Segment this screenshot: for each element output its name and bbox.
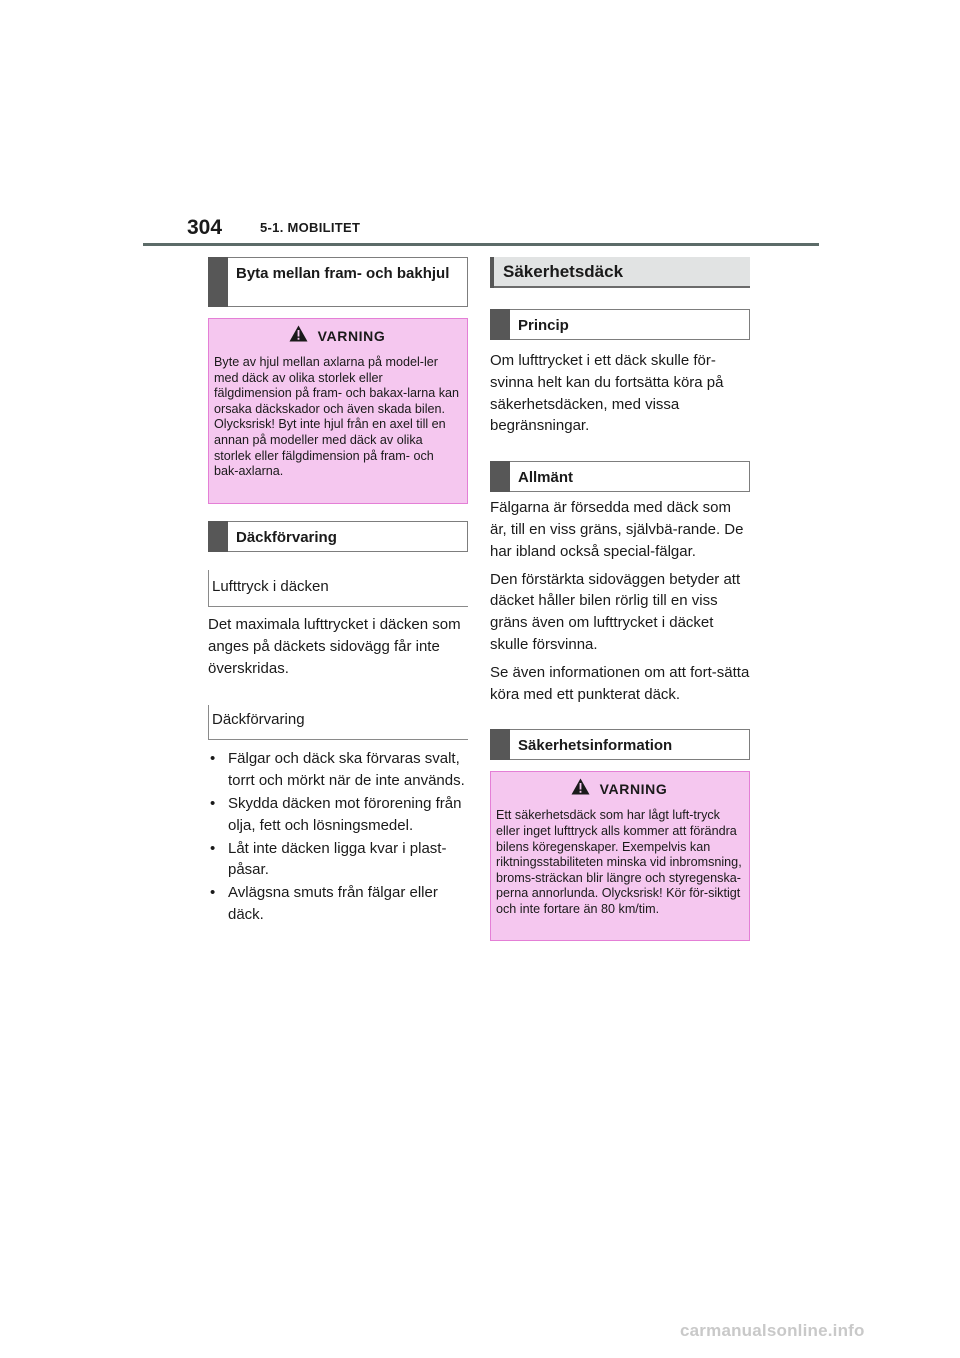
paragraph-general-2: Den förstärkta sidoväggen betyder att däcket håller bilen rörlig till en viss gräns även om lufttrycket i däcket skulle försvinna. [490,570,741,653]
heading-box-safety-info [490,729,750,760]
heading-box-principle [490,309,750,340]
heading-bar [490,257,494,288]
warning-box-swap-wheels [208,318,468,504]
page-number: 304 [187,216,223,239]
heading-safety-info: Säkerhetsinformation [518,737,673,755]
list-item: • Avlägsna smuts från fälgar eller däck. [208,882,468,926]
warning-title: VARNING [317,328,386,344]
heading-bar [490,309,510,340]
paragraph-general-1: Fälgarna är försedda med däck som är, till en viss gräns, självbä-rande. De har ibland också special-fälgar. [490,499,744,560]
heading-swap-wheels: Byta mellan fram- och bakhjul [236,265,450,282]
warning-triangle-icon [289,325,308,347]
heading-box-general [490,461,750,492]
warning-header [214,325,460,347]
paragraph-principle: Om lufttrycket i ett däck skulle för-svinna helt kan du fortsätta köra på säkerhetsdäcken, med vissa begränsningar. [490,352,724,435]
heading-bar [490,729,510,760]
list-item: • Låt inte däcken ligga kvar i plast-påsar. [208,838,468,882]
left-column [208,257,468,927]
storage-bullet-list [208,748,468,925]
paragraph-max-pressure: Det maximala lufttrycket i däcken som anges på däckets sidovägg får inte överskridas. [208,616,461,677]
heading-bar [490,461,510,492]
section-title: 5-1. MOBILITET [260,220,361,235]
warning-triangle-icon [571,778,590,800]
main-heading-safety-tires: Säkerhetsdäck [503,262,624,281]
warning-header [496,778,742,800]
main-heading-box [490,257,750,288]
heading-tire-storage: Däckförvaring [236,529,337,546]
warning-title: VARNING [599,781,668,798]
subheading-storage: Däckförvaring [208,705,468,740]
warning-text: Byte av hjul mellan axlarna på model-ler med däck av olika storlek eller fälgdimension på fram- och bakax-larna kan orsaka däckskador och även skada bilen. Olycksrisk! Byt inte hjul från en axel till en annan på modeller med däck av olika storlek eller fälgdimension på fram- och bak-axlarna. [214,355,460,479]
heading-box-swap-wheels [208,257,468,307]
heading-bar [208,521,228,552]
warning-text: Ett säkerhetsdäck som har lågt luft-tryck eller inget lufttryck alls kommer att förändra bilens köregenskaper. Exempelvis kan riktningsstabiliteten minska vid inbromsning, broms-sträckan blir längre och styregenska-perna annorlunda. Olycksrisk! Kör för-siktigt och inte fortare än 80 km/tim. [496,808,742,916]
heading-general: Allmänt [518,469,574,487]
warning-box-safety-tires [490,771,750,941]
subheading-tire-pressure: Lufttryck i däcken [208,570,468,607]
heading-box-tire-storage [208,521,468,552]
watermark: carmanualsonline.info [680,1321,865,1340]
paragraph-general-3: Se även informationen om att fort-sätta köra med ett punkterat däck. [490,663,750,703]
heading-principle: Princip [518,317,569,334]
heading-bar [208,257,228,307]
list-item: • Fälgar och däck ska förvaras svalt, torrt och mörkt när de inte används. [208,748,468,792]
header-rule [143,243,819,246]
right-column [490,257,750,941]
list-item: • Skydda däcken mot förorening från olja, fett och lösningsmedel. [208,793,468,837]
